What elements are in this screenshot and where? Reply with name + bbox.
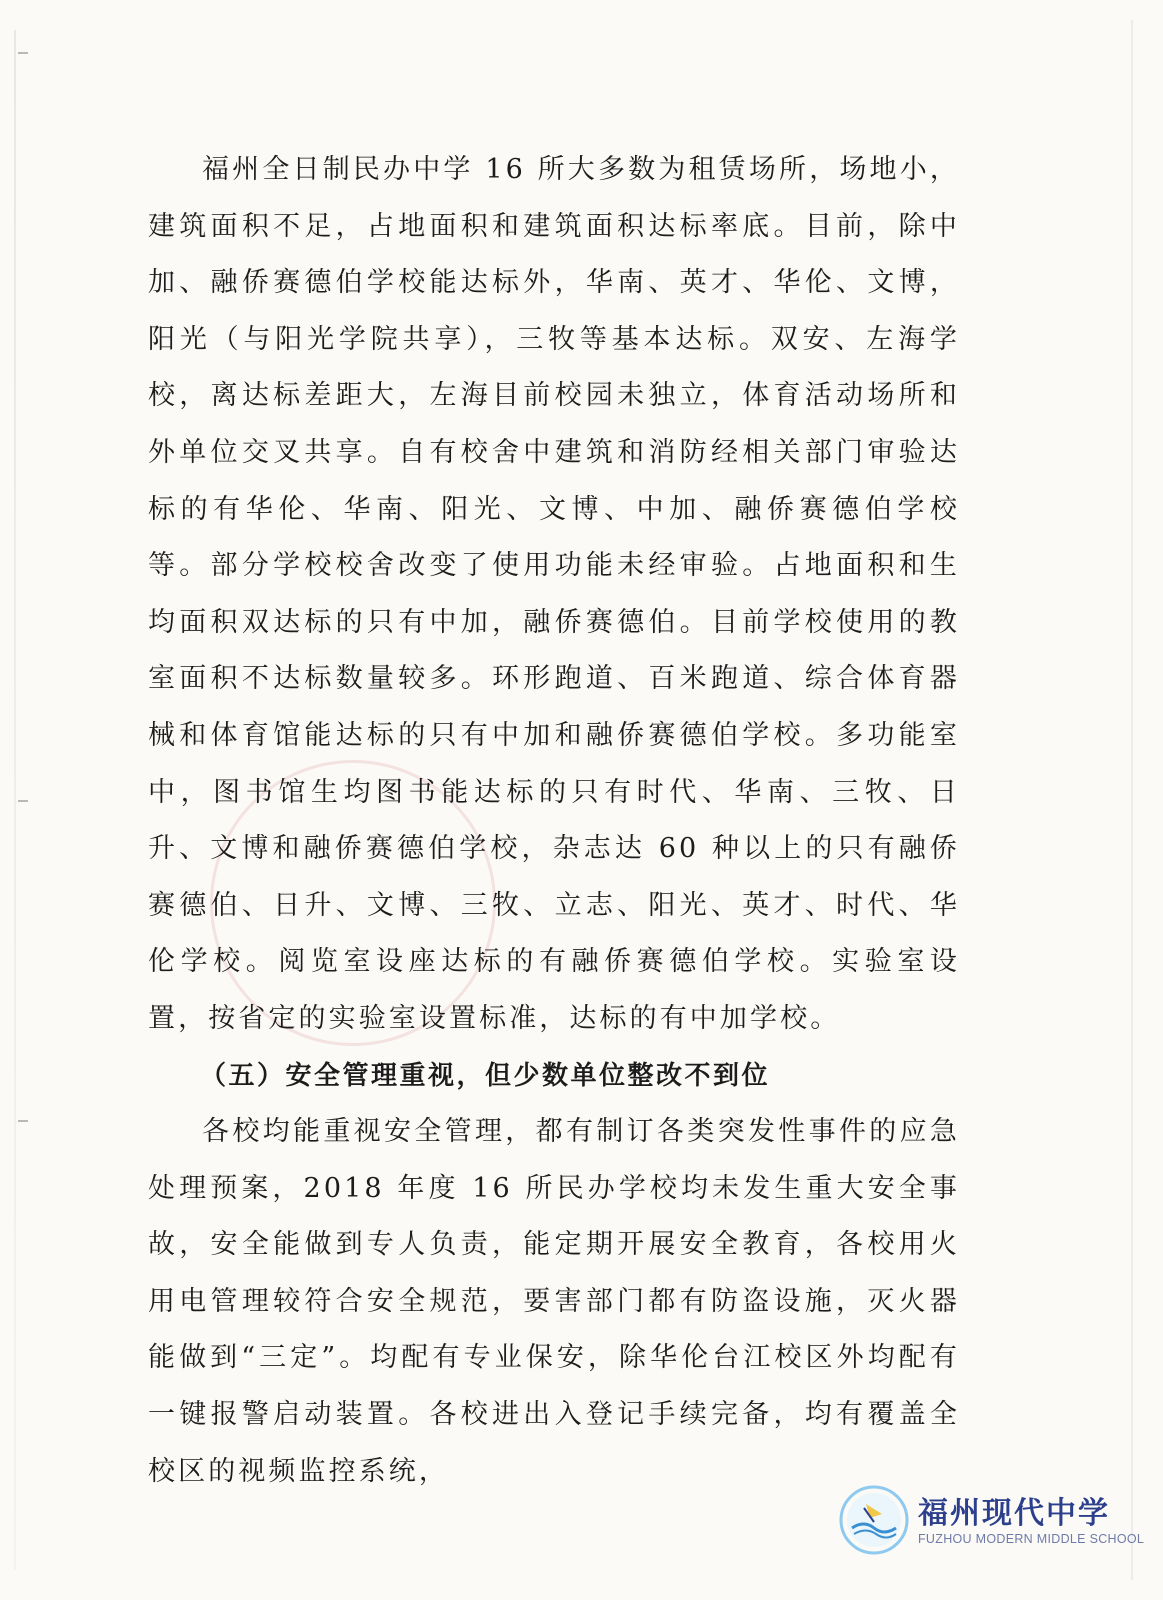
scan-edge-left xyxy=(14,30,16,1570)
binding-mark xyxy=(18,800,28,802)
scan-edge-right xyxy=(1131,20,1133,1580)
binding-mark xyxy=(18,52,28,54)
school-name-en: FUZHOU MODERN MIDDLE SCHOOL xyxy=(918,1532,1145,1546)
school-name-cn: 福州现代中学 xyxy=(918,1496,1110,1531)
school-logo-watermark xyxy=(838,1484,1145,1564)
section-heading: （五）安全管理重视，但少数单位整改不到位 xyxy=(200,1060,771,1091)
body-paragraph: 福州全日制民办中学 16 所大多数为租赁场所，场地小，建筑面积不足，占地面积和建筑面积达标率底。目前，除中加、融侨赛德伯学校能达标外，华南、英才、华伦、文博，阳光（与阳光学院共享），三牧等基本达标。双安、左海学校，离达标差距大，左海目前校园未独立，体育活动场所和外单位交叉共享。自有校舍中建筑和消防经相关部门审验达标的有华伦、华南、阳光、文博、中加、融侨赛德伯学校等。部分学校校舍改变了使用功能未经审验。占地面积和生均面积双达标的只有中加，融侨赛德伯。目前学校使用的教室面积不达标数量较多。环形跑道、百米跑道、综合体育器械和体育馆能达标的只有中加和融侨赛德伯学校。多功能室中，图书馆生均图书能达标的只有时代、华南、三牧、日升、文博和融侨赛德伯学校，杂志达 60 种以上的只有融侨赛德伯、日升、文博、三牧、立志、阳光、英才、时代、华伦学校。阅览室设座达标的有融侨赛德伯学校。实验室设置，按省定的实验室设置标准，达标的有中加学校。 xyxy=(148,154,960,1034)
body-paragraph: 各校均能重视安全管理，都有制订各类突发性事件的应急处理预案，2018 年度 16 所民办学校均未发生重大安全事故，安全能做到专人负责，能定期开展安全教育，各校用火用电管理较符合安全规范，要害部门都有防盗设施，灭火器能做到“三定”。均配有专业保安，除华伦台江校区外均配有一键报警启动装置。各校进出入登记手续完备，均有覆盖全校区的视频监控系统， xyxy=(148,1116,960,1487)
document-body xyxy=(148,142,960,1500)
binding-mark xyxy=(18,1120,28,1122)
school-emblem-icon xyxy=(838,1484,910,1556)
